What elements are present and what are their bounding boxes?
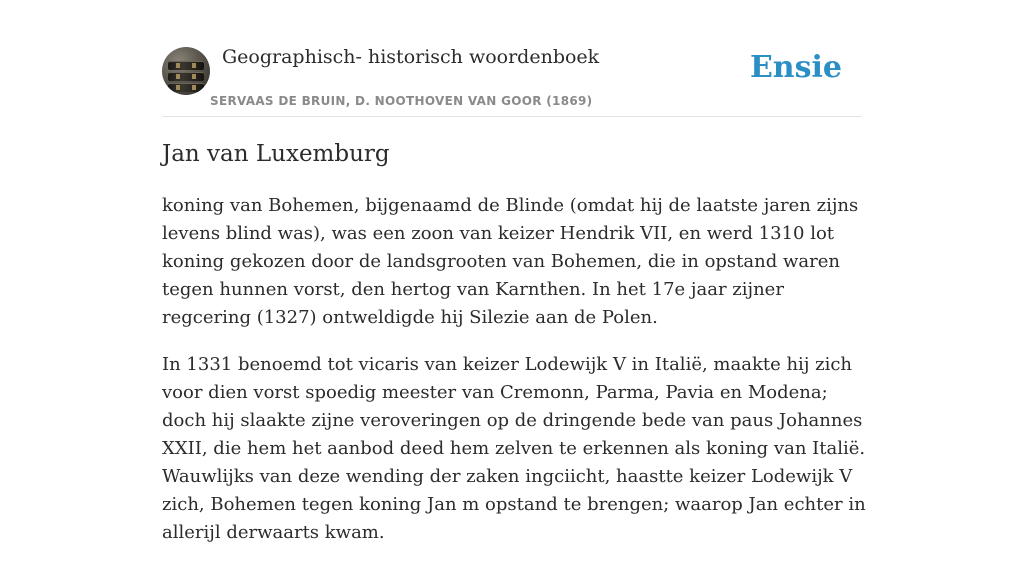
book-stack-icon[interactable] xyxy=(162,47,210,95)
page xyxy=(162,0,866,543)
book-authors: SERVAAS DE BRUIN, D. NOOTHOVEN VAN GOOR (1869) xyxy=(210,94,593,108)
entry-body xyxy=(162,192,866,566)
book-spine xyxy=(168,72,204,81)
entry-title: Jan van Luxemburg xyxy=(162,141,390,167)
header xyxy=(162,0,862,117)
paragraph: koning van Bohemen, bijgenaamd de Blinde (omdat hij de laatste jaren zijns levens blind was), was een zoon van keizer Hendrik VII, en werd 1310 lot koning gekozen door de landsgrooten van Bohemen, die in opstand waren tegen hunnen vorst, den hertog van Karnthen. In het 17e jaar zijner regcering (1327) ontweldigde hij Silezie aan de Polen. xyxy=(162,195,859,328)
book-title[interactable]: Geographisch- historisch woordenboek xyxy=(222,46,600,68)
book-spine xyxy=(168,83,204,92)
book-spine xyxy=(168,61,204,70)
brand-logo[interactable]: Ensie xyxy=(749,50,842,85)
paragraph: In 1331 benoemd tot vicaris van keizer Lodewijk V in Italië, maakte hij zich voor dien vorst spoedig meester van Cremonn, Parma, Pavia en Modena; doch hij slaakte zijne veroveringen op de dringende bede van paus Johannes XXII, die hem het aanbod deed hem zelven te erkennen als koning van Italië. Wauwlijks van deze wending der zaken ingciicht, haastte keizer Lodewijk V zich, Bohemen tegen koning Jan m opstand te brengen; waarop Jan echter in allerijl derwaarts kwam. xyxy=(162,354,866,543)
